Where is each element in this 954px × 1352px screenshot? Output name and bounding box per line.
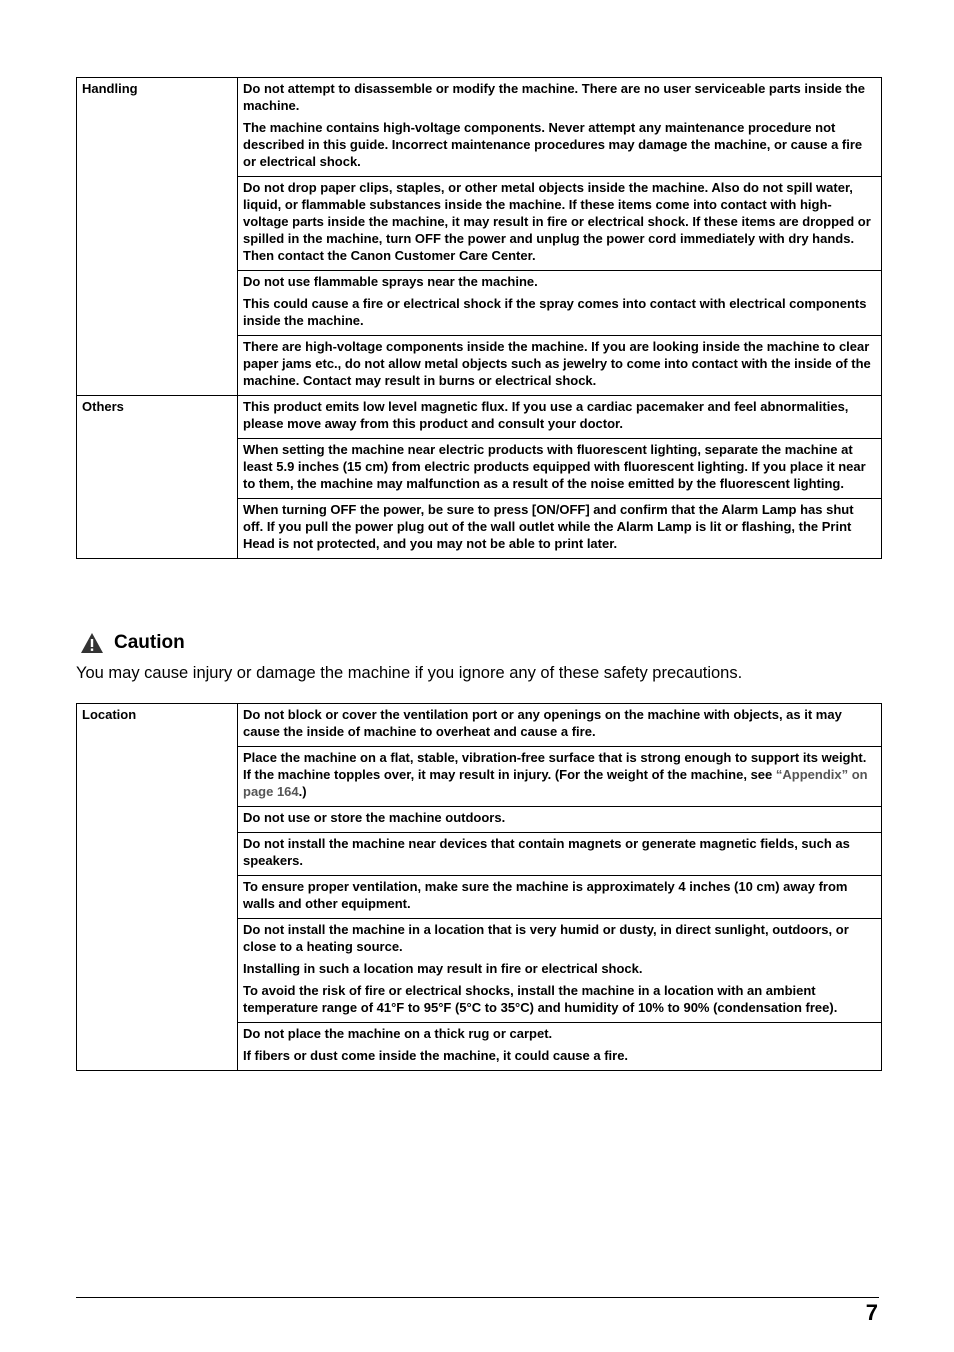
- precaution-text: Do not install the machine in a location that is very humid or dusty, in direct sunlight, outdoors, or close to a heating source.: [243, 922, 849, 954]
- precaution-text: This could cause a fire or electrical shock if the spray comes into contact with electrical components inside the machine.: [243, 296, 867, 328]
- appendix-link[interactable]: “Appendix” on page 164: [243, 767, 868, 799]
- table-row: [77, 704, 882, 747]
- precaution-cell: [238, 876, 882, 919]
- precaution-text: Installing in such a location may result in fire or electrical shock.: [243, 961, 643, 976]
- precaution-cell: [238, 1023, 882, 1071]
- precaution-text-part: Place the machine on a flat, stable, vibration-free surface that is strong enough to support its weight. If the machine topples over, it may result in injury. (For the weight of the machine, see: [243, 750, 867, 782]
- page-number: 7: [865, 1300, 878, 1325]
- precaution-cell: [238, 439, 882, 499]
- precaution-cell: [238, 271, 882, 336]
- precaution-text: [243, 749, 875, 800]
- category-label: Others: [82, 399, 124, 414]
- caution-intro-text: You may cause injury or damage the machine if you ignore any of these safety precautions.: [76, 664, 743, 682]
- precaution-text-part: .): [298, 784, 307, 799]
- caution-heading: [80, 632, 185, 654]
- category-cell-location: [77, 704, 238, 1071]
- precaution-text: When setting the machine near electric products with fluorescent lighting, separate the machine at least 5.9 inches (15 cm) from electric products equipped with fluorescent lighting. If you place it near to them, the machine may malfunction as a result of the noise emitted by the fluorescent lighting.: [243, 442, 866, 491]
- footer-divider: [76, 1297, 879, 1298]
- precaution-cell: [238, 807, 882, 833]
- category-label: Handling: [82, 81, 138, 96]
- precaution-cell: [238, 78, 882, 177]
- category-cell-handling: [77, 78, 238, 396]
- precaution-text: Do not block or cover the ventilation port or any openings on the machine with objects, as it may cause the inside of machine to overheat and cause a fire.: [243, 707, 842, 739]
- precaution-cell: [238, 704, 882, 747]
- precaution-cell: [238, 919, 882, 1023]
- precaution-cell: [238, 336, 882, 396]
- precaution-text: If fibers or dust come inside the machine, it could cause a fire.: [243, 1048, 629, 1063]
- precaution-text: Do not install the machine near devices that contain magnets or generate magnetic fields, such as speakers.: [243, 836, 850, 868]
- precaution-cell: [238, 747, 882, 807]
- warning-safety-table: [76, 77, 882, 559]
- precaution-text: Do not attempt to disassemble or modify the machine. There are no user serviceable parts inside the machine.: [243, 81, 866, 113]
- caution-title: Caution: [114, 632, 185, 653]
- precaution-text: Do not place the machine on a thick rug or carpet.: [243, 1026, 553, 1041]
- precaution-text: There are high-voltage components inside the machine. If you are looking inside the machine to clear paper jams etc., do not allow metal objects such as jewelry to come into contact with the inside of the machine. Contact may result in burns or electrical shock.: [243, 339, 871, 388]
- caution-safety-table: [76, 703, 882, 1071]
- precaution-text: The machine contains high-voltage components. Never attempt any maintenance procedure not described in this guide. Incorrect maintenance procedures may damage the machine, or cause a fire or electrical shock.: [243, 120, 863, 169]
- precaution-cell: [238, 396, 882, 439]
- category-cell-others: [77, 396, 238, 559]
- precaution-text: This product emits low level magnetic flux. If you use a cardiac pacemaker and feel abnormalities, please move away from this product and consult your doctor.: [243, 399, 849, 431]
- category-label: Location: [82, 707, 137, 722]
- precaution-text: To avoid the risk of fire or electrical shocks, install the machine in a location with an ambient temperature range of 41°F to 95°F (5°C to 35°C) and humidity of 10% to 90% (condensation free).: [243, 983, 838, 1015]
- table-row: [77, 78, 882, 177]
- precaution-text: Do not use or store the machine outdoors.: [243, 810, 506, 825]
- table-row: [77, 396, 882, 439]
- precaution-text: To ensure proper ventilation, make sure the machine is approximately 4 inches (10 cm) away from walls and other equipment.: [243, 879, 848, 911]
- warning-triangle-icon: [80, 632, 104, 654]
- precaution-text: Do not drop paper clips, staples, or other metal objects inside the machine. Also do not spill water, liquid, or flammable substances inside the machine. If these items come into contact with high-voltage parts inside the machine, it may result in fire or electrical shock. If these items are dropped or spilled in the machine, turn OFF the power and unplug the power cord immediately with dry hands. Then contact the Canon Customer Care Center.: [243, 180, 871, 263]
- precaution-text: Do not use flammable sprays near the machine.: [243, 274, 538, 289]
- precaution-cell: [238, 499, 882, 559]
- precaution-text: When turning OFF the power, be sure to press [ON/OFF] and confirm that the Alarm Lamp has shut off. If you pull the power plug out of the wall outlet while the Alarm Lamp is lit or flashing, the Print Head is not protected, and you may not be able to print later.: [243, 502, 854, 551]
- precaution-cell: [238, 177, 882, 271]
- precaution-cell: [238, 833, 882, 876]
